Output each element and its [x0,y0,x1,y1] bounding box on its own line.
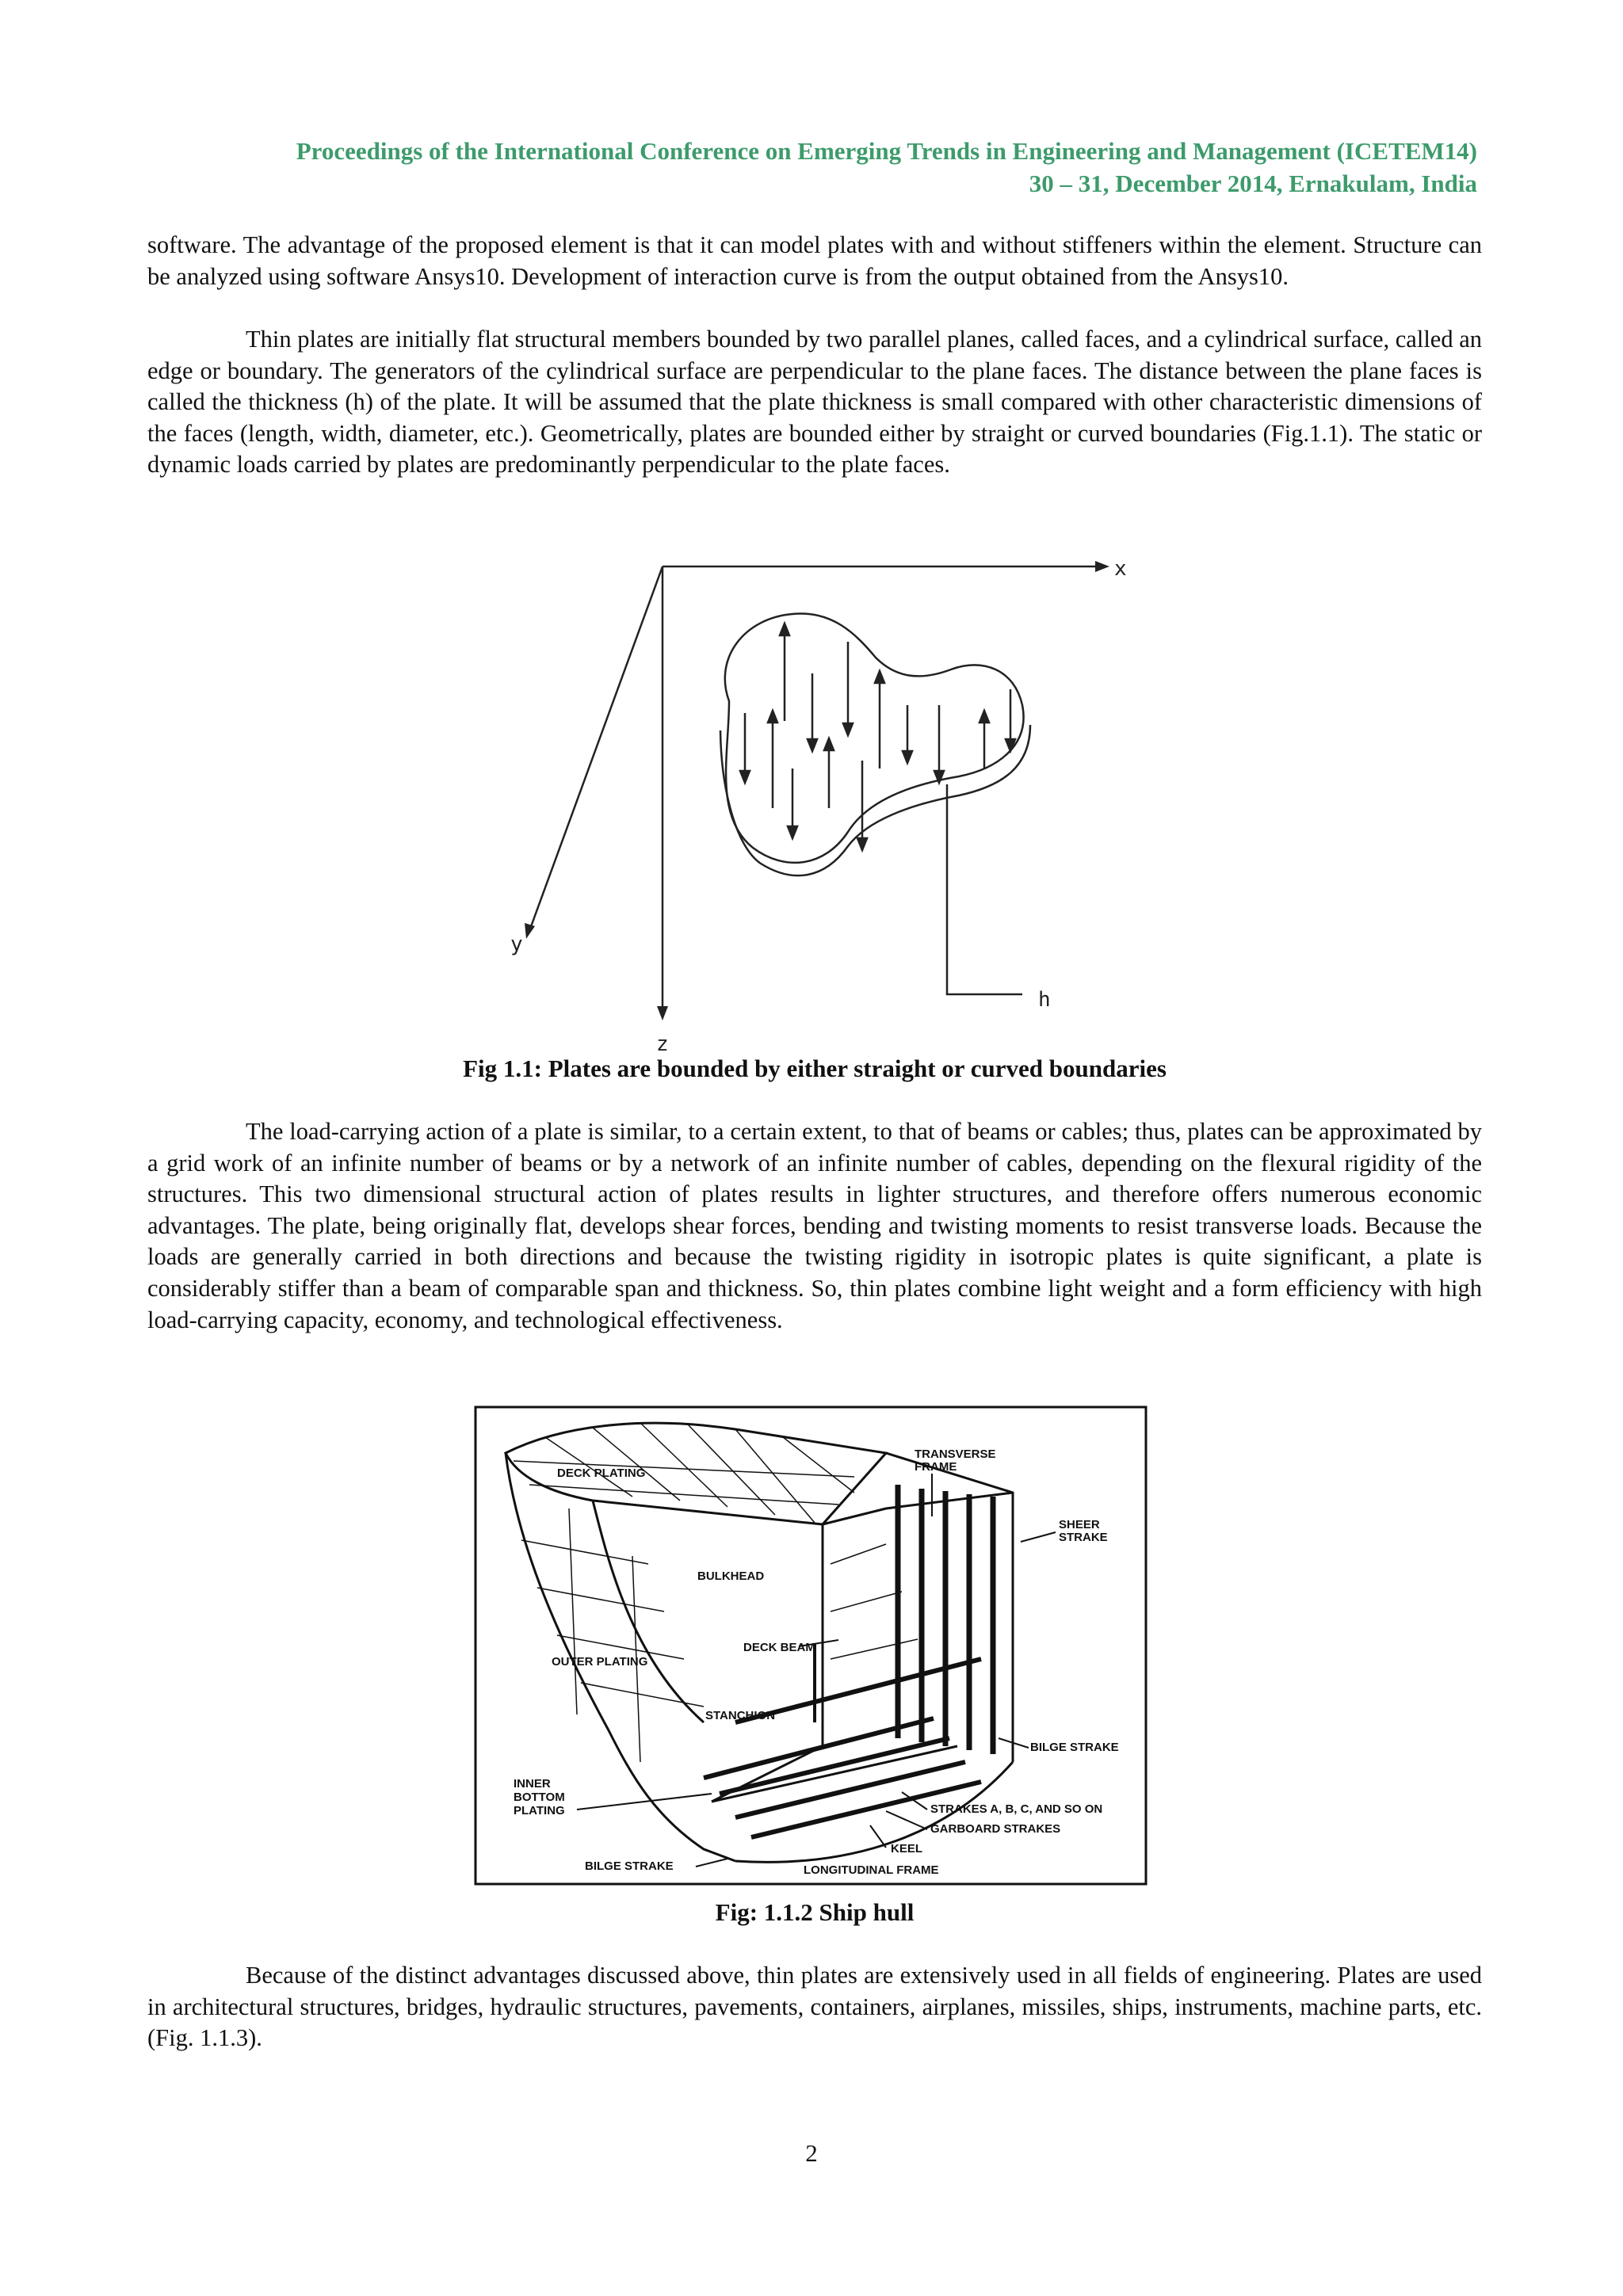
paragraph-2: Thin plates are initially flat structural members bounded by two parallel planes, called faces, and a cylindrical surface, called an edge or boundary. The generators of the cylindrical surface are perpendicular to the plane faces. The distance between the plane faces is called the thickness (h) of the plate. It will be assumed that the plate thickness is small compared with other characteristic dimensions of the faces (length, width, diameter, etc.). Geometrically, plates are bounded either by straight or curved boundaries (Fig.1.1). The static or dynamic loads carried by plates are predominantly perpendicular to the plate faces. [147,326,1482,479]
label-stanchion: STANCHION [705,1709,776,1722]
label-sheer-2: STRAKE [1059,1531,1108,1544]
z-axis-label: z [656,1032,669,1054]
label-transverse-2: FRAME [915,1460,957,1474]
label-bilge-strake-left: BILGE STRAKE [585,1859,674,1873]
paragraph-1: software. The advantage of the proposed element is that it can model plates with and without stiffeners within the element. Structure can be analyzed using software Ansys10. Development of interaction curve is from the output obtained from the Ansys10. [147,231,1482,290]
label-outer-plating: OUTER PLATING [552,1655,648,1669]
header-line-2: 30 – 31, December 2014, Ernakulam, India [1029,170,1477,197]
ship-hull-diagram [474,1405,1148,1886]
x-axis-label: x [1114,557,1127,581]
header-line-1: Proceedings of the International Conference on Emerging Trends in Engineering and Management (ICETEM14) [296,137,1477,165]
label-strakes-abc: STRAKES A, B, C, AND SO ON [930,1802,1103,1816]
figure-2-caption: Fig: 1.1.2 Ship hull [715,1898,915,1926]
y-axis-label: y [510,933,523,956]
label-longitudinal-frame: LONGITUDINAL FRAME [804,1863,939,1877]
label-bulkhead: BULKHEAD [697,1569,765,1583]
label-sheer-1: SHEER [1059,1518,1100,1531]
plate-top-face [725,613,1024,862]
label-bilge-strake-right: BILGE STRAKE [1030,1741,1119,1754]
label-deck-beam: DECK BEAM [743,1641,815,1654]
label-deck-plating: DECK PLATING [557,1466,646,1480]
thickness-leader [947,784,1022,994]
label-transverse-1: TRANSVERSE [915,1447,996,1461]
label-keel: KEEL [891,1842,923,1855]
load-arrows [740,624,1015,850]
plate-diagram [475,547,1157,1054]
label-garboard: GARBOARD STRAKES [930,1822,1061,1836]
page-number: 2 [805,2139,818,2167]
paragraph-4: Because of the distinct advantages discussed above, thin plates are extensively used in all fields of engineering. Plates are used in architectural structures, bridges, hydraulic structures, pavements, containers, airplanes, missiles, ships, instruments, machine parts, etc. (Fig. 1.1.3). [147,1962,1482,2052]
label-inner-3: PLATING [514,1804,565,1817]
y-axis [529,566,663,931]
paragraph-3: The load-carrying action of a plate is similar, to a certain extent, to that of beams or cables; thus, plates can be approximated by a grid work of an infinite number of beams or by a network of an infinite number of cables, depending on the flexural rigidity of the structures. This two dimensional structural action of plates results in lighter structures, and therefore offers numerous economic advantages. The plate, being originally flat, develops shear forces, bending and twisting moments to resist transverse loads. Because the loads are generally carried in both directions and because the twisting rigidity in isotropic plates is quite significant, a plate is considerably stiffer than a beam of comparable span and thickness. So, thin plates combine light weight and a form efficiency with high load-carrying capacity, economy, and technological effectiveness. [147,1118,1482,1333]
figure-1-caption: Fig 1.1: Plates are bounded by either straight or curved boundaries [463,1055,1167,1082]
conference-header [147,135,1477,200]
label-inner-1: INNER [514,1777,551,1791]
label-inner-2: BOTTOM [514,1791,565,1804]
h-label: h [1038,988,1051,1012]
